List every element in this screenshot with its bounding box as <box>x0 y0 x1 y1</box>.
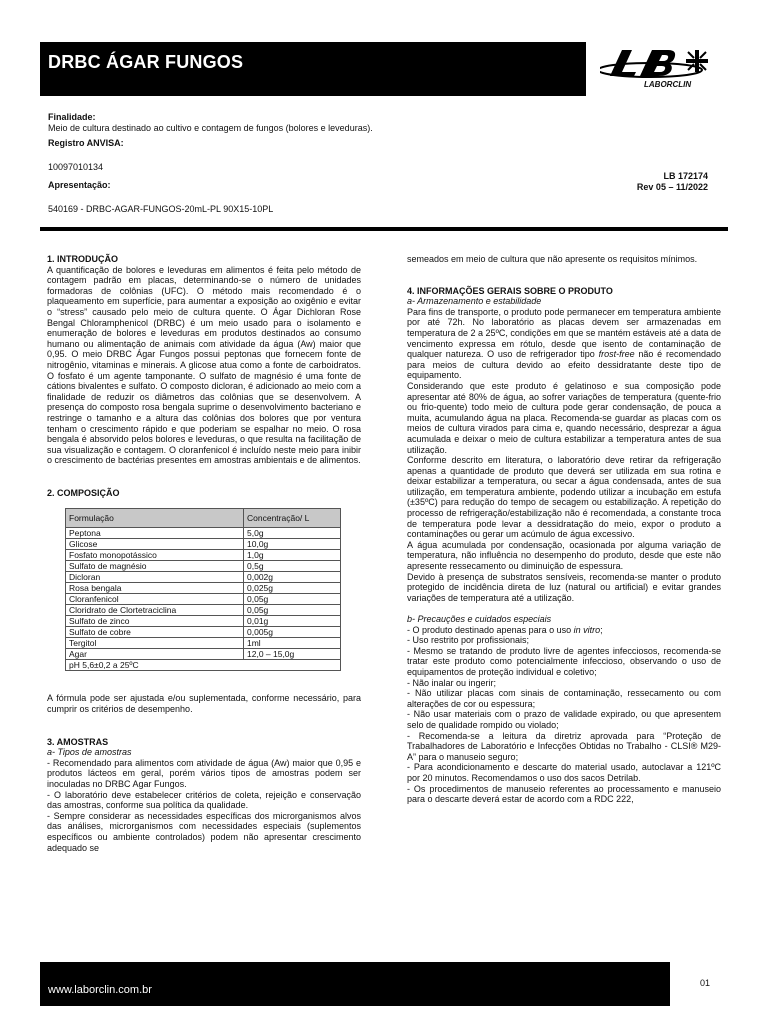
concentration-cell: 0,5g <box>244 561 341 572</box>
apresentacao-value: 540169 - DRBC-AGAR-FUNGOS-20mL-PL 90X15-10PL <box>48 204 274 214</box>
info-paragraph-3: Conforme descrito em literatura, o laboratório deve retirar da refrigeração apenas a quantidade de produto que deverá ser utilizada em sua rotina e deixar estabilizar a temperatura, ou secar a água condensada, antes de sua utilização, em temperatura ambiente, podendo utilizar a incubação em estufa (±35ºC) para redução do tempo de secagem ou estabilização. A repetição do processo de refrigeração/estabilização não é recomendada, a constante troca de temperatura pode levar a dessidratação do meio, expor o produto a contaminações ou gerar um acúmulo de água excessivo. <box>407 455 721 540</box>
precaution-8: - Para acondicionamento e descarte do material usado, autoclavar a 121ºC por 20 minutos. Recomendamos o uso dos sacos Detrilab. <box>407 762 721 783</box>
amostras-paragraph-1: - Recomendado para alimentos com atividade de água (Aw) maior que 0,95 e produtos lácteos em geral, porém vários tipos de amostras podem ser inoculadas no DRBC Agar Fungos. <box>47 757 361 790</box>
logo-text: LABORCLIN <box>644 80 692 89</box>
table-row <box>66 627 341 638</box>
info-p1-italic: frost-free <box>598 349 635 360</box>
precaution-6: - Não usar materiais com o prazo de validade expirado, ou que apresentem selo de qualidade rompido ou violado; <box>407 709 721 730</box>
info-subtitle-b: b- Precauções e cuidados especiais <box>407 614 552 624</box>
precaution-3: - Mesmo se tratando de produto livre de agentes infecciosos, recomenda-se tratar este produto como potencialmente infeccioso, observando o uso de equipamentos de proteção individual e coletivo; <box>407 645 721 677</box>
ingredient-cell: Dicloran <box>66 572 244 583</box>
precaution-2: - Uso restrito por profissionais; <box>407 635 530 646</box>
laborclin-logo <box>586 42 728 96</box>
composition-note: A fórmula pode ser ajustada e/ou suplementada, conforme necessário, para cumprir os critérios de desempenho. <box>47 693 361 715</box>
ingredient-cell: Sulfato de cobre <box>66 627 244 638</box>
amostras-paragraph-2: - O laboratório deve estabelecer critérios de coleta, rejeição e conservação das amostras, conforme sua política da qualidade. <box>47 789 361 811</box>
table-header-formulacao: Formulação <box>66 509 244 528</box>
lb-code: LB 172174 <box>663 171 708 181</box>
table-row <box>66 594 341 605</box>
meta-block <box>48 112 373 134</box>
left-column <box>47 254 361 853</box>
table-row <box>66 605 341 616</box>
info-subtitle-a: a- Armazenamento e estabilidade <box>407 296 542 307</box>
concentration-cell: 10,0g <box>244 539 341 550</box>
apresentacao-label: Apresentação: <box>48 180 111 190</box>
section-title-amostras: 3. AMOSTRAS <box>47 736 109 747</box>
precaution-1-text: - O produto destinado apenas para o uso <box>407 624 574 635</box>
amostras-subtitle: a- Tipos de amostras <box>47 747 132 758</box>
table-row <box>66 583 341 594</box>
table-row <box>66 638 341 649</box>
document-title: DRBC ÁGAR FUNGOS <box>48 52 244 72</box>
ph-cell: pH 5,6±0,2 a 25ºC <box>66 660 341 671</box>
continuation-paragraph: semeados em meio de cultura que não apresente os requisitos mínimos. <box>407 254 698 264</box>
registro-value: 10097010134 <box>48 162 104 172</box>
precaution-9: - Os procedimentos de manuseio referentes ao processamento e manuseio para o descarte deverá estar de acordo com a RDC 222, <box>407 783 721 805</box>
concentration-cell: 0,05g <box>244 594 341 605</box>
section-title-composicao: 2. COMPOSIÇÃO <box>47 487 120 498</box>
composition-table <box>65 508 341 671</box>
table-row-ph <box>66 660 341 671</box>
info-paragraph-2: Considerando que este produto é gelatinoso e sua composição pode apresentar até 80% de água, ao sofrer variações de temperatura (quente-frio ou frio-quente) todo meio de cultura pode gerar condensação, de pouca a muita, acumulando água na placa. Recomenda-se guardar as placas com os meios de cultura virados para cima e, quando necessário, desprezar a água acumulada e deixar o meio de cultura estabilizar a temperatura antes de sua utilização. <box>407 380 721 455</box>
ingredient-cell: Peptona <box>66 528 244 539</box>
ingredient-cell: Glicose <box>66 539 244 550</box>
ingredient-cell: Cloridrato de Clortetraciclina <box>66 605 244 616</box>
table-row <box>66 550 341 561</box>
table-row <box>66 649 341 660</box>
info-paragraph-5: Devido à presença de substratos sensíveis, recomenda-se manter o produto protegido de incidência direta de luz (natural ou artificial) e evitar grandes variações de temperatura até a utilização. <box>407 571 721 603</box>
info-p1-text-b: não é recomendado para meios de cultura devido ao efeito dessidratante deste tipo de equipamento. <box>407 349 721 381</box>
precaution-1 <box>407 625 721 636</box>
page-number: 01 <box>700 978 711 988</box>
ingredient-cell: Rosa bengala <box>66 583 244 594</box>
table-header-concentracao: Concentração/ L <box>244 509 341 528</box>
ingredient-cell: Agar <box>66 649 244 660</box>
precaution-4: - Não inalar ou ingerir; <box>407 677 497 688</box>
table-row <box>66 561 341 572</box>
section-title-introducao: 1. INTRODUÇÃO <box>47 254 119 264</box>
finalidade-label: Finalidade: <box>48 112 96 122</box>
concentration-cell: 5,0g <box>244 528 341 539</box>
precaution-1-italic: in vitro <box>573 624 601 635</box>
ingredient-cell: Fosfato monopotássico <box>66 550 244 561</box>
lb-logo-icon <box>600 46 720 80</box>
right-column <box>407 254 721 805</box>
info-p1-text-a: Para fins de transporte, o produto pode permanecer em temperatura ambiente por até 72h. No laboratório as placas devem ser armazenadas em temperatura de 2 a 25ºC, condições em que se mantém estáveis até a data de vencimento expressa em rótulo, desde que isento de contaminação de qualquer natureza. O uso de refrigerador tipo <box>407 306 721 360</box>
concentration-cell: 0,002g <box>244 572 341 583</box>
info-paragraph-1 <box>407 307 721 381</box>
precaution-7: - Recomenda-se a leitura da diretriz aprovada para “Proteção de Trabalhadores de Laboratório e Infecções Obtidas no Trabalho - CLSI® M29-A” para o manuseio seguro; <box>407 730 721 762</box>
amostras-paragraph-3: - Sempre considerar as necessidades específicas dos microrganismos alvos das análises, microrganismos com necessidades especiais (suplementos específicos ou ambiente controlados) podem não apresentar crescimento adequado se <box>47 810 361 853</box>
precaution-1-end: ; <box>600 624 603 635</box>
table-row <box>66 572 341 583</box>
ingredient-cell: Sulfato de zinco <box>66 616 244 627</box>
website-link[interactable]: www.laborclin.com.br <box>48 984 152 996</box>
concentration-cell: 12,0 – 15,0g <box>244 649 341 660</box>
table-row <box>66 616 341 627</box>
concentration-cell: 1ml <box>244 638 341 649</box>
info-paragraph-4: A água acumulada por condensação, ocasionada por alguma variação de temperatura, não influência no desempenho do produto, desde que este não apresente ressecamento ou diminuição de espessura. <box>407 539 721 572</box>
concentration-cell: 0,05g <box>244 605 341 616</box>
table-row <box>66 539 341 550</box>
concentration-cell: 1,0g <box>244 550 341 561</box>
revision: Rev 05 – 11/2022 <box>636 182 708 192</box>
concentration-cell: 0,01g <box>244 616 341 627</box>
concentration-cell: 0,025g <box>244 583 341 594</box>
intro-paragraph: A quantificação de bolores e leveduras em alimentos é feita pelo método de contagem padrão em placas, determinando-se o número de unidades formadoras de colônias (UFC). O método mais recomendado é o plaqueamento em superfície, para aumentar a exposição ao oxigênio e evitar o “stress” causado pelo meio de cultura quente. O Ágar Dichloran Rose Bengal Chloramphenicol (DRBC) é um meio usado para o isolamento e enumeração de bolores e leveduras em produtos destinados ao consumo humano ou alimentação de animais com atividade da água (Aw) maior que 0,95. O meio DRBC Ágar Fungos possui peptonas que fornecem fonte de nitrogênio, vitaminas e minerais. A glicose atua como a fonte de carboidratos. O fosfato é um agente tamponante. O sulfato de magnésio é uma fonte de cátions bivalentes e sulfato. O composto dicloran, é adicionado ao meio com a finalidade de reduzir os diâmetros das colônias que se desenvolvem. A presença do composto rosa bengala suprime o desenvolvimento bacteriano e restringe o tamanho e a altura das colônias dos bolores que por ventura tenham o crescimento rápido e que poderiam se espalhar no meio. O rosa bengala é absorvido pelos bolores e leveduras, o que resulta na facilitação de sua visualização e contagem. O cloranfenicol é incluído neste meio para inibir o crescimento de bactérias presentes em amostras ambientais e de alimentos. <box>47 264 361 466</box>
registro-label: Registro ANVISA: <box>48 138 124 148</box>
ingredient-cell: Cloranfenicol <box>66 594 244 605</box>
ingredient-cell: Sulfato de magnésio <box>66 561 244 572</box>
ingredient-cell: Tergitol <box>66 638 244 649</box>
page-number-box <box>670 962 728 1006</box>
divider <box>40 227 728 231</box>
section-title-informacoes: 4. INFORMAÇÕES GERAIS SOBRE O PRODUTO <box>407 285 613 296</box>
finalidade-text: Meio de cultura destinado ao cultivo e contagem de fungos (bolores e leveduras). <box>48 123 373 133</box>
table-row <box>66 528 341 539</box>
precaution-5: - Não utilizar placas com sinais de contaminação, ressecamento ou com alterações de cor ou espessura; <box>407 688 721 709</box>
concentration-cell: 0,005g <box>244 627 341 638</box>
